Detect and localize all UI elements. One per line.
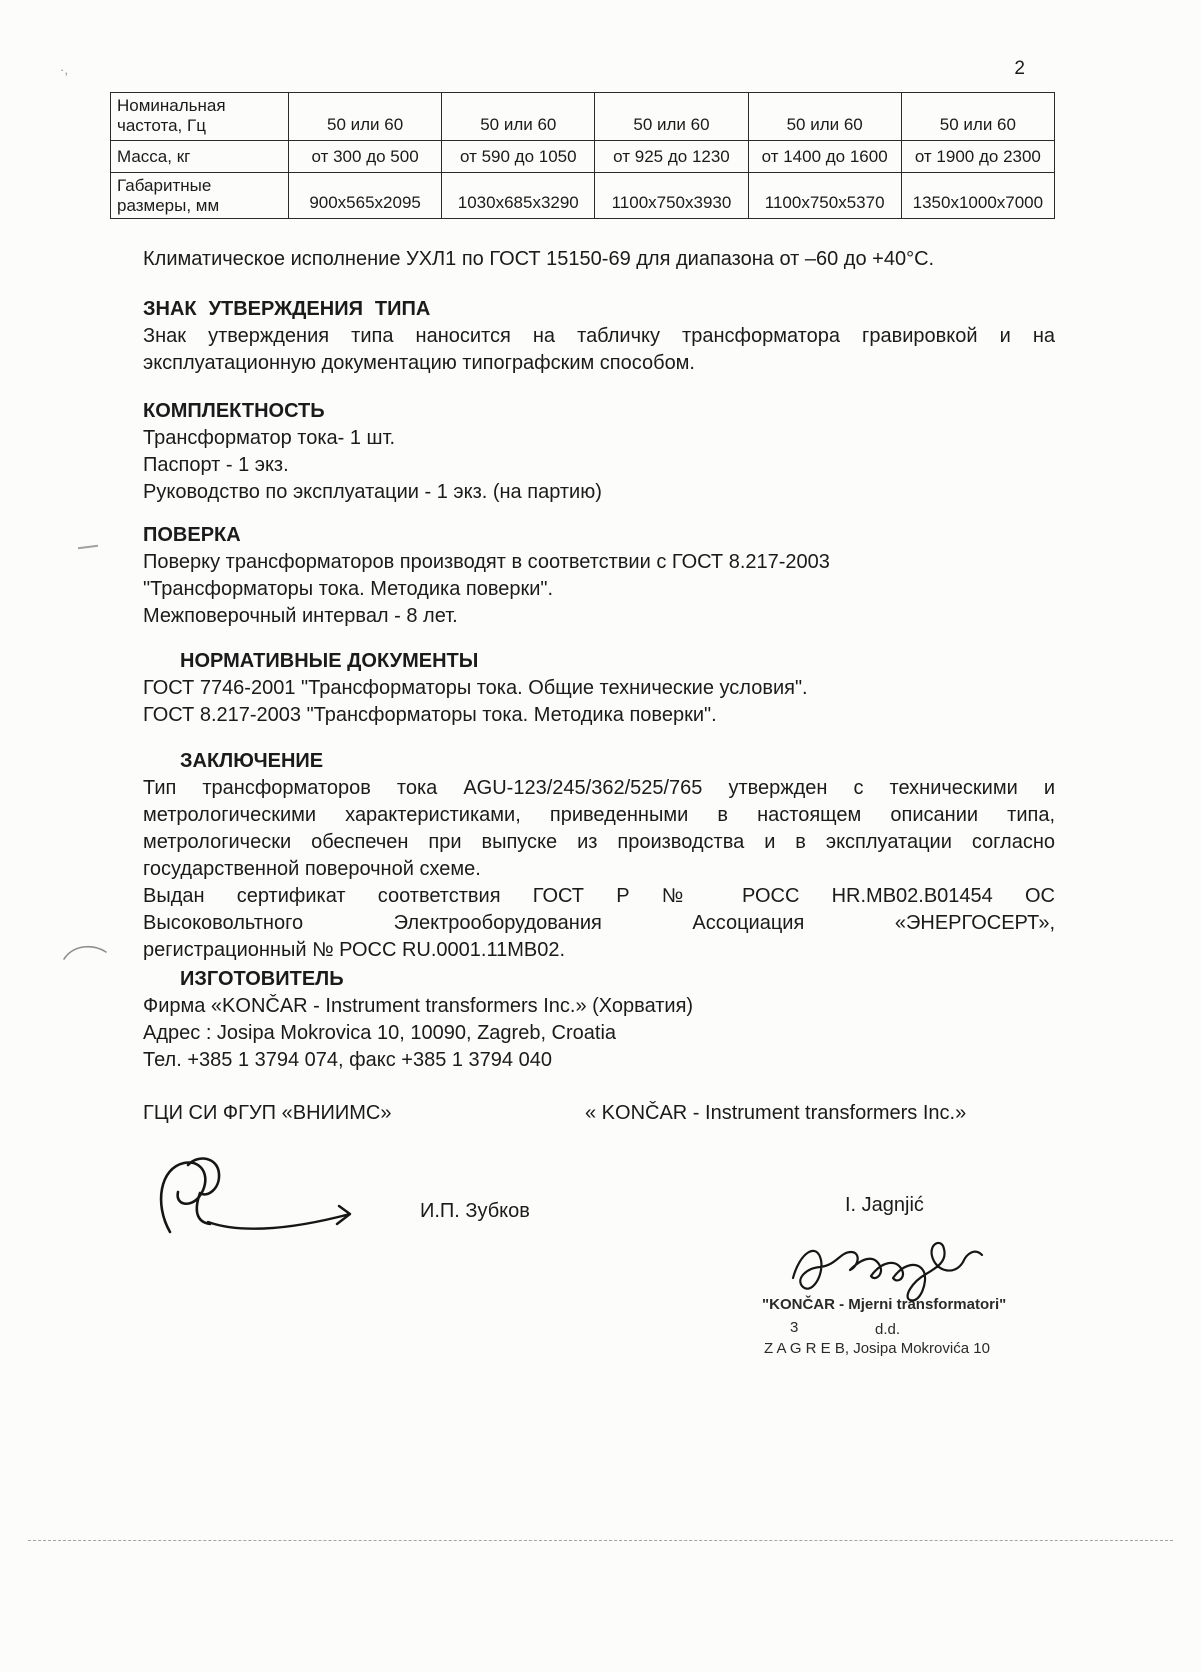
cell-value: 1100x750x3930 — [595, 173, 748, 219]
manufacturer-line: Тел. +385 1 3794 074, факс +385 1 3794 040 — [143, 1049, 552, 1071]
table-row-mass — [111, 141, 1055, 173]
section-title: ПОВЕРКА — [143, 524, 241, 546]
paragraph-line: Выдан сертификат соответствия ГОСТ Р № РОСС HR.MB02.B01454 ОС — [143, 885, 1055, 907]
cell-value: от 925 до 1230 — [595, 141, 748, 173]
list-item: Руководство по эксплуатации - 1 экз. (на партию) — [143, 481, 602, 503]
cell-value: 1350x1000x7000 — [901, 173, 1054, 219]
right-signature — [785, 1222, 1015, 1307]
cell-value: от 1400 до 1600 — [748, 141, 901, 173]
paragraph-line: Тип трансформаторов тока AGU-123/245/362/525/765 утвержден с техническими и — [143, 777, 1055, 799]
section-type-approval — [143, 296, 1055, 377]
row-label: Масса, кг — [111, 141, 289, 173]
list-item: Паспорт - 1 экз. — [143, 454, 289, 476]
row-label: Номинальная частота, Гц — [111, 93, 289, 141]
cell-value: 50 или 60 — [442, 93, 595, 141]
org-right: « KONČAR - Instrument transformers Inc.» — [585, 1102, 967, 1124]
paragraph-line: регистрационный № РОСС RU.0001.11МВ02. — [143, 939, 566, 961]
stamp-company-line: "KONČAR - Mjerni transformatori" — [762, 1296, 1007, 1313]
section-verification — [143, 522, 1055, 630]
section-title: ЗАКЛЮЧЕНИЕ — [180, 750, 324, 772]
right-signer-name: I. Jagnjić — [845, 1194, 924, 1216]
table-row-dimensions — [111, 173, 1055, 219]
cell-value: от 590 до 1050 — [442, 141, 595, 173]
paragraph-line: Поверку трансформаторов производят в соответствии с ГОСТ 8.217-2003 — [143, 551, 830, 573]
paragraph-line: метрологически обеспечен при выпуске из производства и в эксплуатации согласно — [143, 831, 1055, 853]
table-row-frequency — [111, 93, 1055, 141]
row-label: Габаритные размеры, мм — [111, 173, 289, 219]
bottom-scan-line — [28, 1540, 1173, 1541]
scan-artifact-top: ·, — [60, 62, 68, 77]
section-completeness — [143, 398, 1055, 506]
paragraph-line: эксплуатационную документацию типографским способом. — [143, 352, 695, 374]
paragraph-line: ГОСТ 8.217-2003 "Трансформаторы тока. Методика поверки". — [143, 704, 717, 726]
section-manufacturer — [143, 966, 1055, 1074]
cell-value: 50 или 60 — [289, 93, 442, 141]
spec-table — [110, 92, 1055, 219]
stamp-city-line: Z A G R E B, Josipa Mokrovića 10 — [764, 1340, 990, 1357]
paragraph-line: Межповерочный интервал - 8 лет. — [143, 605, 458, 627]
manufacturer-line: Фирма «KONČAR - Instrument transformers Inc.» (Хорватия) — [143, 995, 694, 1017]
paragraph-line: ГОСТ 7746-2001 "Трансформаторы тока. Общие технические условия". — [143, 677, 808, 699]
stamp-dd: d.d. — [875, 1321, 901, 1338]
paragraph-line: Знак утверждения типа наносится на табличку трансформатора гравировкой и на — [143, 325, 1055, 347]
cell-value: 50 или 60 — [901, 93, 1054, 141]
cell-value: от 1900 до 2300 — [901, 141, 1054, 173]
cell-value: 50 или 60 — [595, 93, 748, 141]
paragraph-line: метрологическими характеристиками, приведенными в настоящем описании типа, — [143, 804, 1055, 826]
climate-note: Климатическое исполнение УХЛ1 по ГОСТ 15150-69 для диапазона от –60 до +40°С. — [143, 248, 935, 270]
scan-artifact-dash — [78, 545, 98, 549]
manufacturer-line: Адрес : Josipa Mokrovica 10, 10090, Zagreb, Croatia — [143, 1022, 617, 1044]
list-item: Трансформатор тока- 1 шт. — [143, 427, 396, 449]
cell-value: от 300 до 500 — [289, 141, 442, 173]
cell-value: 900x565x2095 — [289, 173, 442, 219]
section-title: КОМПЛЕКТНОСТЬ — [143, 400, 325, 422]
section-normative-docs — [143, 648, 1055, 729]
left-signer-name: И.П. Зубков — [420, 1200, 530, 1222]
page-number: 2 — [1014, 58, 1025, 79]
section-title: НОРМАТИВНЫЕ ДОКУМЕНТЫ — [180, 650, 479, 672]
scan-artifact-curve — [62, 942, 108, 962]
paragraph-line: Высоковольтного Электрооборудования Ассоциация «ЭНЕРГОСЕРТ», — [143, 912, 1055, 934]
section-title: ИЗГОТОВИТЕЛЬ — [180, 968, 344, 990]
cell-value: 1030x685x3290 — [442, 173, 595, 219]
org-left: ГЦИ СИ ФГУП «ВНИИМС» — [143, 1102, 392, 1124]
paragraph-line: "Трансформаторы тока. Методика поверки". — [143, 578, 554, 600]
section-title: ЗНАК УТВЕРЖДЕНИЯ ТИПА — [143, 298, 431, 320]
cell-value: 1100x750x5370 — [748, 173, 901, 219]
section-conclusion — [143, 748, 1055, 964]
left-signature — [152, 1152, 382, 1252]
cell-value: 50 или 60 — [748, 93, 901, 141]
paragraph-line: государственной поверочной схеме. — [143, 858, 481, 880]
stamp-number: 3 — [790, 1319, 799, 1336]
